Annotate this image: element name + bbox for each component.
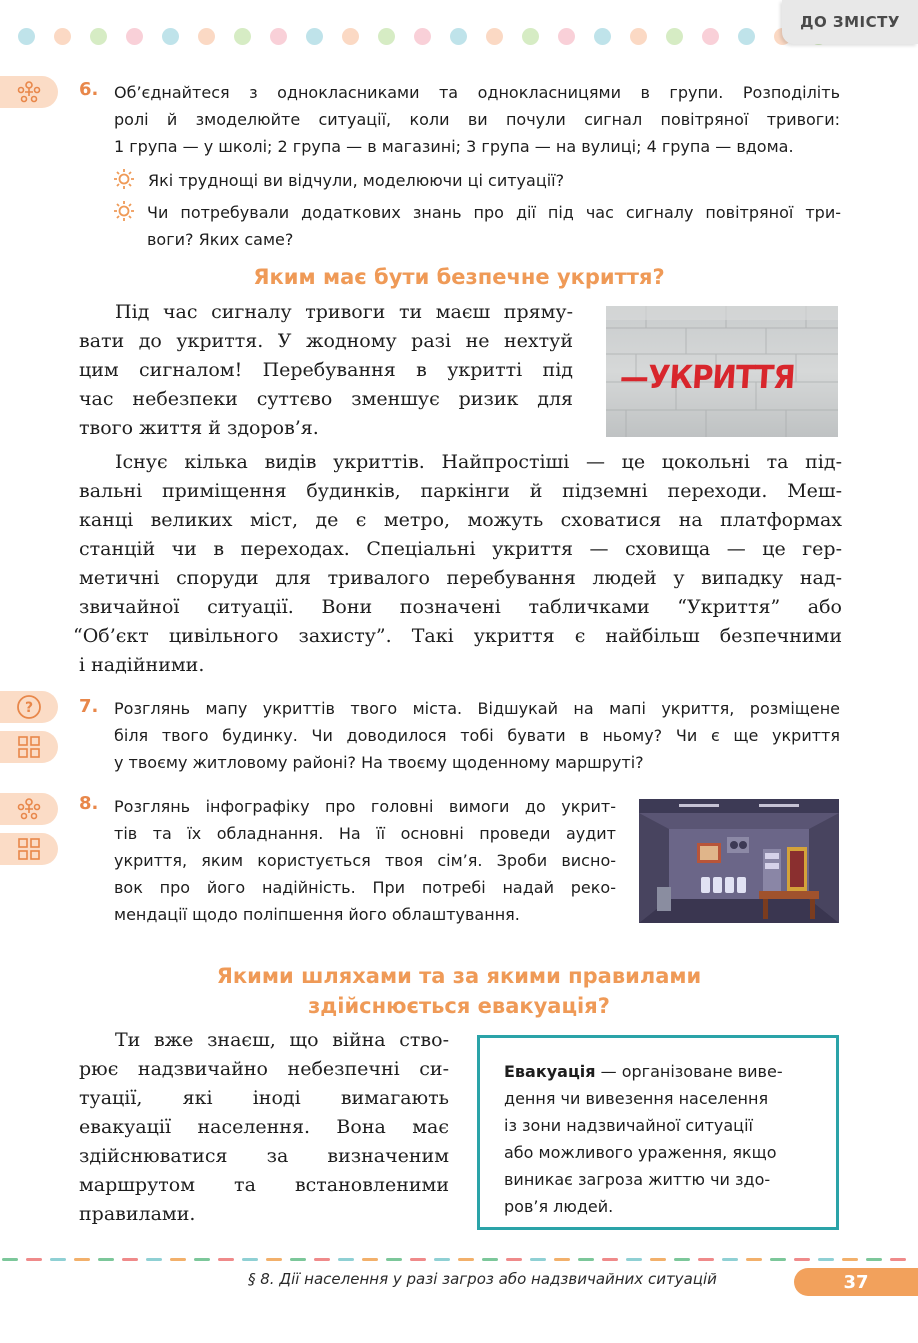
decor-dash [410,1258,426,1261]
text-line: час небезпеки суттєво зменшує ризик для [79,388,573,410]
task-6-bullet-2 [147,199,841,253]
decor-dash [602,1258,618,1261]
decor-dash [74,1258,90,1261]
decor-dash [866,1258,882,1261]
text-line: воги? Яких саме? [147,230,294,249]
decor-dot [18,28,35,45]
decor-dash [458,1258,474,1261]
decor-dot [450,28,467,45]
decor-dot [666,28,683,45]
task-7-text [114,695,840,776]
decor-dash [242,1258,258,1261]
section-heading-evacuation [0,961,918,1021]
grid-icon [15,733,43,761]
decor-dot [630,28,647,45]
sun-bullet-icon [113,168,135,190]
heading-line: здійснюється евакуація? [308,994,610,1018]
shelter-sign-text: —УКРИТТЯ [618,358,796,396]
definition-line: або можливого ураження, якщо [504,1143,777,1162]
decor-dash [170,1258,186,1261]
decor-dash [506,1258,522,1261]
group-icon [15,78,43,106]
decor-dash [26,1258,42,1261]
decor-dash [626,1258,642,1261]
grid-icon [15,835,43,863]
decor-dot [306,28,323,45]
decor-dot [54,28,71,45]
task-6-bullet-1: Які труднощі ви відчули, моделюючи ці ситуації? [148,171,565,190]
decor-dash [890,1258,906,1261]
text-line: і надійними. [79,654,205,676]
definition-line: виникає загроза життю чи здо- [504,1170,771,1189]
toc-button[interactable]: ДО ЗМІСТУ [782,0,918,44]
decor-dash [338,1258,354,1261]
footer-dashed-divider [0,1258,918,1261]
decor-dash [578,1258,594,1261]
definition-line: із зони надзвичайної ситуації [504,1116,753,1135]
text-line: біля твого будинку. Чи доводилося тобі бувати в ньому? Чи є ще укриття [114,726,840,745]
decor-dash [266,1258,282,1261]
decor-dash [746,1258,762,1261]
decor-dot [558,28,575,45]
decor-dash [482,1258,498,1261]
decor-dash [722,1258,738,1261]
shelter-paragraph-1 [79,298,573,443]
text-line: туації, які іноді вимагають [79,1087,449,1109]
evacuation-paragraph [79,1026,449,1229]
task-6-number: 6. [79,79,99,100]
text-line: вок про його надійність. При потребі надай реко- [114,878,616,897]
task-8-text [114,793,616,928]
text-line: Розглянь інфографіку про головні вимоги до укрит- [114,797,616,816]
shelter-interior-illustration [639,799,839,923]
decor-dot [162,28,179,45]
decor-dash [122,1258,138,1261]
text-line: ролі й змоделюйте ситуації, коли ви почули сигнал повітряної тривоги: [114,110,840,129]
task-8-number: 8. [79,793,99,814]
text-line: Чи потребували додаткових знань про дії під час сигналу повітряної три- [147,203,841,222]
text-line: Ти вже знаєш, що війна ство- [115,1029,449,1051]
question-icon [15,693,43,721]
definition-line: дення чи вивезення населення [504,1089,769,1108]
decor-dash [362,1258,378,1261]
decor-dash [314,1258,330,1261]
decor-dot [594,28,611,45]
decor-dash [530,1258,546,1261]
decor-dash [194,1258,210,1261]
chapter-title: § 8. Дії населення у разі загроз або надзвичайних ситуацій [248,1270,717,1288]
text-line: правилами. [79,1203,196,1225]
decor-dash [770,1258,786,1261]
text-line: 1 група — у школі; 2 група — в магазині; 3 група — на вулиці; 4 група — вдома. [114,137,794,156]
decor-dash [554,1258,570,1261]
decor-dash [674,1258,690,1261]
decor-dot [378,28,395,45]
decor-dash [434,1258,450,1261]
decor-dot [702,28,719,45]
heading-line: Якими шляхами та за якими правилами [216,964,702,988]
text-line: у твоєму житловому районі? На твоєму щоденному маршруті? [114,753,644,772]
task-6-text [114,79,840,160]
text-line: канці великих міст, де є метро, можуть сховатися на платформах [79,509,842,531]
shelter-sign-photo [606,306,838,437]
decor-dash [50,1258,66,1261]
decor-dot [414,28,431,45]
decor-dash [698,1258,714,1261]
group-icon [15,795,43,823]
decor-dash [2,1258,18,1261]
text-line: маршрутом та встановленими [79,1174,449,1196]
text-line: Розглянь мапу укриттів твого міста. Відшукай на мапі укриття, розміщене [114,699,840,718]
definition-line: ров’я людей. [504,1197,614,1216]
text-line: “Об’єкт цивільного захисту”. Такі укриття є найбільш безпечними [73,625,842,647]
section-heading-shelter: Яким має бути безпечне укриття? [253,265,665,289]
text-line: метичні споруди для тривалого перебування людей у випадку над- [79,567,842,589]
text-line: Об’єднайтеся з однокласниками та однокласницями в групи. Розподіліть [114,83,840,102]
decor-dot [234,28,251,45]
decor-dash [386,1258,402,1261]
project-tab [0,731,58,763]
decor-dash [98,1258,114,1261]
text-line: Існує кілька видів укриттів. Найпростіші — це цокольні та під- [115,451,842,473]
decor-dash [818,1258,834,1261]
shelter-paragraph-2 [73,448,842,680]
decor-dot [90,28,107,45]
svg-text:?: ? [24,700,34,716]
text-line: твого життя й здоров’я. [79,417,319,439]
text-line: Під час сигналу тривоги ти маєш пряму- [115,301,573,323]
decor-dot [126,28,143,45]
text-line: укриття, яким користується твоя сім’я. Зроби висно- [114,851,616,870]
decor-dash [794,1258,810,1261]
decor-dash [842,1258,858,1261]
page-number: 37 [794,1268,918,1296]
decor-dash [146,1258,162,1261]
decor-dash [290,1258,306,1261]
decor-dash [650,1258,666,1261]
top-dot-row [18,28,827,45]
definition-box [477,1035,839,1230]
text-line: вальні приміщення будинків, паркінги й підземні переходи. Меш- [79,480,842,502]
text-line: вати до укриття. У жодному разі не нехтуй [79,330,573,352]
question-tab [0,691,58,723]
text-line: рює надзвичайно небезпечні си- [79,1058,449,1080]
definition-term: Евакуація [504,1062,596,1081]
decor-dot [522,28,539,45]
text-line: здійснюватися за визначеним [79,1145,449,1167]
decor-dash [218,1258,234,1261]
definition-first-line [504,1058,816,1085]
text-line: мендації щодо поліпшення його облаштування. [114,905,520,924]
decor-dot [738,28,755,45]
decor-dot [342,28,359,45]
text-line: евакуації населення. Вона має [79,1116,449,1138]
text-line: станцій чи в переходах. Спеціальні укриття — сховища — це гер- [79,538,842,560]
sun-bullet-icon [113,200,135,222]
group-work-tab [0,76,58,108]
project-tab-2 [0,833,58,865]
text-line: цим сигналом! Перебування в укритті під [79,359,573,381]
decor-dot [270,28,287,45]
task-7-number: 7. [79,696,99,717]
decor-dot [486,28,503,45]
definition-text: — організоване виве- [595,1062,783,1081]
text-line: тів та їх обладнання. На її основні проведи аудит [114,824,616,843]
group-work-tab-2 [0,793,58,825]
decor-dot [198,28,215,45]
text-line: звичайної ситуації. Вони позначені табличками “Укриття” або [79,596,842,618]
